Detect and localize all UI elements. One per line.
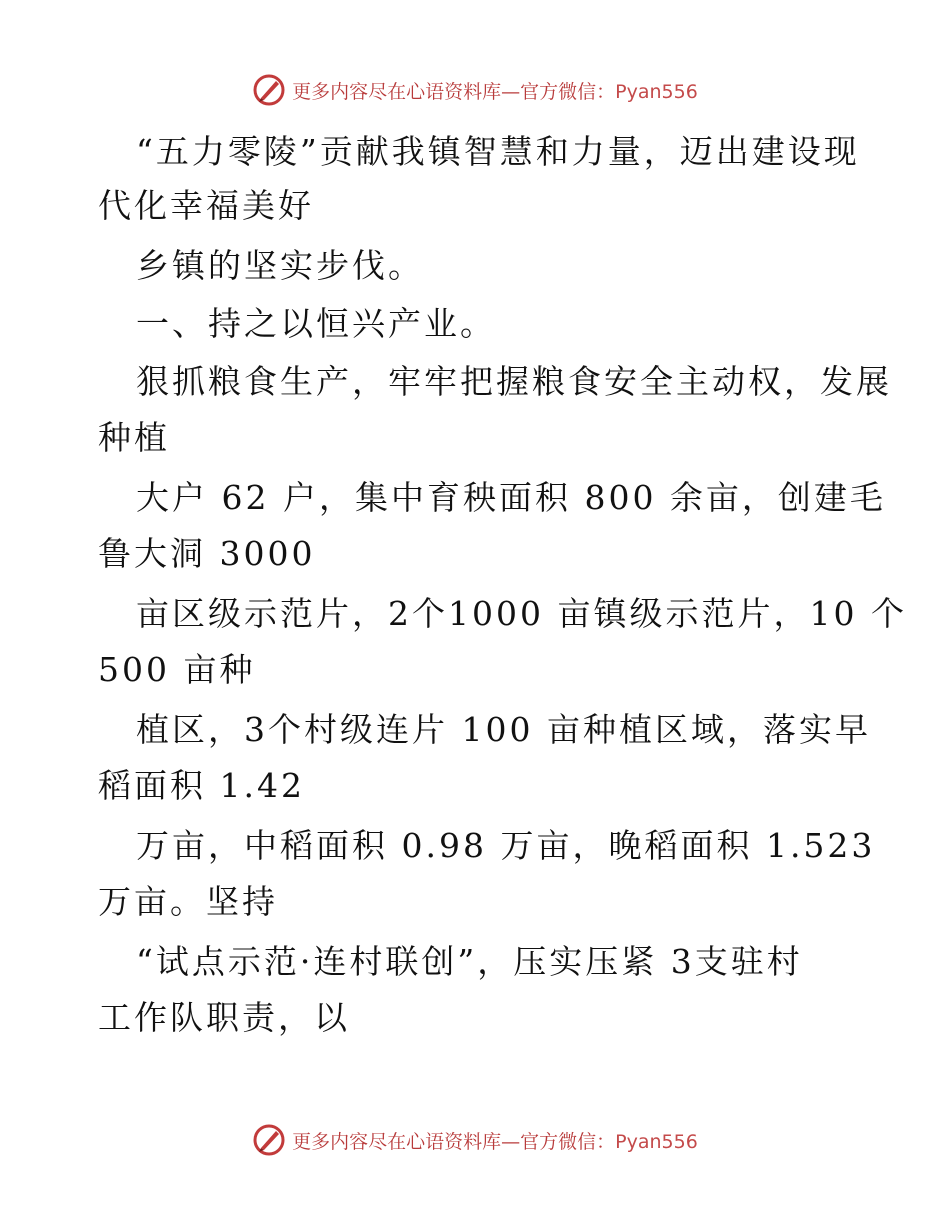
paragraph-line: 稻面积 1.42: [98, 766, 305, 805]
paragraph-line: 代化幸福美好: [98, 186, 314, 225]
header-watermark: [0, 70, 950, 110]
quill-pen-logo-icon: [252, 73, 286, 107]
paragraph-line: 鲁大洞 3000: [98, 534, 316, 573]
watermark-text: 更多内容尽在心语资料库—官方微信：Pyan556: [292, 80, 698, 103]
paragraph-line: “五力零陵”贡献我镇智慧和力量，迈出建设现: [136, 132, 860, 171]
paragraph-line: 植区，3个村级连片 100 亩种植区域，落实早: [136, 710, 871, 749]
paragraph-line: 500 亩种: [98, 650, 256, 689]
paragraph-line: 工作队职责，以: [98, 998, 350, 1037]
paragraph-line: 乡镇的坚实步伐。: [136, 246, 424, 285]
watermark-text: 更多内容尽在心语资料库—官方微信：Pyan556: [292, 1130, 698, 1153]
paragraph-line: 狠抓粮食生产，牢牢把握粮食安全主动权，发展: [136, 362, 892, 401]
paragraph-line: 种植: [98, 418, 170, 457]
paragraph-line: “试点示范·连村联创”，压实压紧 3支驻村: [136, 942, 803, 981]
section-heading: 一、持之以恒兴产业。: [136, 304, 496, 343]
paragraph-line: 万亩，中稻面积 0.98 万亩，晚稻面积 1.523: [136, 826, 876, 865]
footer-watermark: [0, 1120, 950, 1160]
quill-pen-logo-icon: [252, 1123, 286, 1157]
paragraph-line: 亩区级示范片，2个1000 亩镇级示范片，10 个: [136, 594, 907, 633]
paragraph-line: 万亩。坚持: [98, 882, 278, 921]
paragraph-line: 大户 62 户，集中育秧面积 800 余亩，创建毛: [136, 478, 886, 517]
